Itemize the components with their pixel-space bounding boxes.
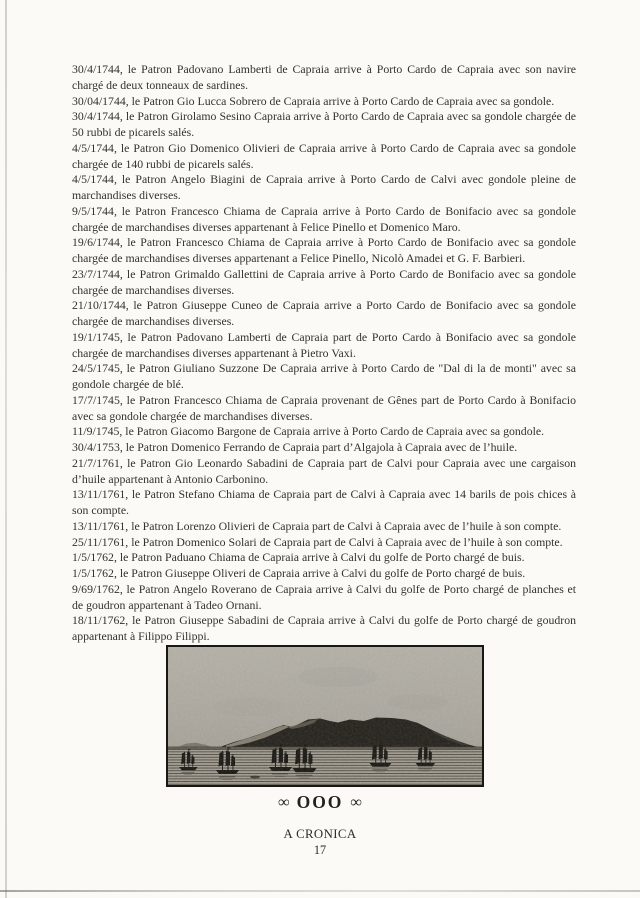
scan-edge-bottom-line [0,890,640,892]
chronicle-entry: 17/7/1745, le Patron Francesco Chiama de Capraia provenant de Gênes part de Porto Cardo à Bonifacio avec sa gondole chargée de marchandises diverses. [72,392,576,423]
chronicle-entry: 30/4/1744, le Patron Girolamo Sesino Capraia arrive à Porto Cardo de Capraia avec sa gondole chargée de 50 rubbi de picarels salés. [72,109,576,139]
chronicle-entry: 9/69/1762, le Patron Angelo Roverano de Capraia arrive à Calvi du golfe de Porto chargé de planches et de goudron appartenant à Tadeo Ornani. [72,581,576,612]
chronicle-entry: 25/11/1761, le Patron Domenico Solari de Capraia part de Calvi à Capraia avec de l’huile à son compte. [72,534,563,549]
chronicle-entry: 30/04/1744, le Patron Gio Lucca Sobrero de Capraia arrive à Porto Cardo de Capraia avec sa gondole. [72,93,555,108]
chronicle-entry: 9/5/1744, le Patron Francesco Chiama de Capraia arrive à Porto Cardo de Bonifacio avec sa gondole chargée de marchandises diverses appartenant à Felice Pinello et Domenico Maro. [72,203,576,234]
chronicle-entry: 21/7/1761, le Patron Gio Leonardo Sabadini de Capraia part de Calvi pour Capraia avec une cargaison d’huile appartenant à Antonio Carbonino. [72,455,576,486]
chronicle-entry: 4/5/1744, le Patron Gio Domenico Olivieri de Capraia arrive à Porto Cardo de Capraia avec sa gondole chargée de 140 rubbi de picarels salés. [72,140,576,171]
chronicle-entry: 24/5/1745, le Patron Giuliano Suzzone De Capraia arrive à Porto Cardo de "Dal di la de monti" avec sa gondole chargée de blé. [72,361,576,391]
chronicle-entries [72,62,576,645]
island-engraving [166,645,484,787]
footer-title: A CRONICA [283,827,357,841]
chronicle-entry: 13/11/1761, le Patron Lorenzo Olivieri de Capraia part de Calvi à Capraia avec de l’huile à son compte. [72,518,562,533]
chronicle-entry: 30/4/1744, le Patron Padovano Lamberti de Capraia arrive à Porto Cardo de Capraia avec son navire chargé de deux tonneaux de sardines. [72,62,576,92]
chronicle-entry: 21/10/1744, le Patron Giuseppe Cuneo de Capraia arrive a Porto Cardo de Bonifacio avec sa gondole chargée de marchandises diverses. [72,298,576,328]
page-footer [0,827,640,858]
island-engraving-art [168,647,482,785]
scan-edge-left-line [5,0,7,898]
chronicle-entry: 30/4/1753, le Patron Domenico Ferrando de Capraia part d’Algajola à Capraia avec de l’huile. [72,440,518,454]
infinity-symbol-left: ∞ [278,794,290,811]
chronicle-entry: 13/11/1761, le Patron Stefano Chiama de Capraia part de Calvi à Capraia avec 14 barils de pois chices à son compte. [72,487,576,517]
chronicle-entry: 11/9/1745, le Patron Giacomo Bargone de Capraia arrive à Porto Cardo de Capraia avec sa gondole. [72,424,545,439]
chronicle-entry: 19/6/1744, le Patron Francesco Chiama de Capraia arrive à Porto Cardo de Bonifacio avec sa gondole chargée de marchandises diverses appartenant a Felice Pinello, Nicolò Amadei et G. F. Barbieri. [72,235,576,265]
grain-overlay [168,647,482,785]
divider-ooo-ornament: OOO [296,792,344,812]
chronicle-entry: 1/5/1762, le Patron Paduano Chiama de Capraia arrive à Calvi du golfe de Porto chargé de buis. [72,550,525,565]
chronicle-entry: 23/7/1744, le Patron Grimaldo Gallettini de Capraia arrive à Porto Cardo de Bonifacio avec sa gondole chargée de marchandises diverses. [72,266,576,297]
section-divider [0,792,640,813]
chronicle-entry: 19/1/1745, le Patron Padovano Lamberti de Capraia part de Porto Cardo à Bonifacio avec sa gondole chargée de marchandises diverses appartenant à Pietro Vaxi. [72,329,576,360]
page-number: 17 [313,843,327,857]
infinity-symbol-right: ∞ [350,794,362,811]
chronicle-entry: 18/11/1762, le Patron Giuseppe Sabadini de Capraia arrive à Calvi du golfe de Porto chargé de goudron appartenant à Filippo Filippi. [72,613,576,643]
chronicle-entry: 1/5/1762, le Patron Giuseppe Oliveri de Capraia arrive à Calvi du golfe de Porto chargé de buis. [72,566,526,580]
chronicle-entry: 4/5/1744, le Patron Angelo Biagini de Capraia arrive à Porto Cardo de Calvi avec gondole pleine de marchandises diverses. [72,172,576,202]
